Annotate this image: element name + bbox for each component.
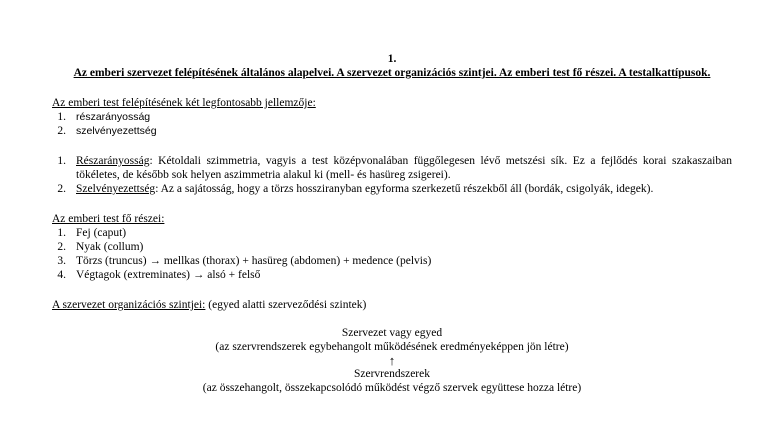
level-description: (az összehangolt, összekapcsolódó működést végző szervek együttese hozza létre) (202, 382, 582, 394)
level-description: (az szervrendszerek egybehangolt működésének eredményeképpen jön létre) (215, 341, 569, 353)
body-parts-list (52, 226, 732, 282)
definitions-list (52, 154, 732, 196)
list-item: 3. Törzs (truncus) → mellkas (thorax) + hasüreg (abdomen) + medence (pelvis) (57, 255, 432, 267)
section-heading-suffix: (egyed alatti szerveződési szintek) (205, 299, 367, 311)
section-heading: Az emberi test fő részei: (52, 213, 165, 225)
level-title: Szervezet vagy egyed (341, 327, 443, 339)
level-title: Szervrendszerek (354, 368, 430, 380)
section-definitions (52, 154, 732, 196)
document-title: Az emberi szervezet felépítésének általános alapelvei. A szervezet organizációs szintjei. Az emberi test fő részei. A testalkattípusok. (73, 67, 711, 79)
list-item: 4. Végtagok (extreminates) → alsó + felső (57, 269, 261, 281)
chapter-number: 1. (387, 53, 397, 65)
section-heading: A szervezet organizációs szintjei: (52, 299, 206, 311)
arrow-up-icon: ↑ (388, 353, 396, 368)
organization-diagram (52, 326, 732, 395)
term: Részarányosság (76, 155, 150, 167)
list-item: 1. Fej (caput) (57, 227, 127, 239)
section-heading: Az emberi test felépítésének két legfontosabb jellemzője: (52, 97, 316, 109)
characteristics-list (52, 110, 732, 138)
list-item: 1. Részarányosság: Kétoldali szimmetria, vagyis a test középvonalában függőlegesen lévő metszési sík. Ez a fejlődés korai szakaszaiban tökéletes, de később sok helyen aszimmetria alakul ki (mell- és hasüreg zsigerei). (57, 155, 732, 181)
list-item: 2. szelvényezettség (57, 125, 157, 137)
term: Szelvényezettség (76, 183, 156, 195)
list-item: 2. Szelvényezettség: Az a sajátosság, hogy a törzs hossziranyban egyforma szerkezetű részekből áll (bordák, csigolyák, idegek). (57, 183, 654, 195)
section-body-parts (52, 212, 732, 282)
list-item: 2. Nyak (collum) (57, 241, 144, 253)
list-item: 1. részarányosság (57, 111, 151, 123)
section-organization-levels (52, 298, 732, 312)
section-characteristics (52, 96, 732, 138)
document-page (52, 52, 732, 395)
